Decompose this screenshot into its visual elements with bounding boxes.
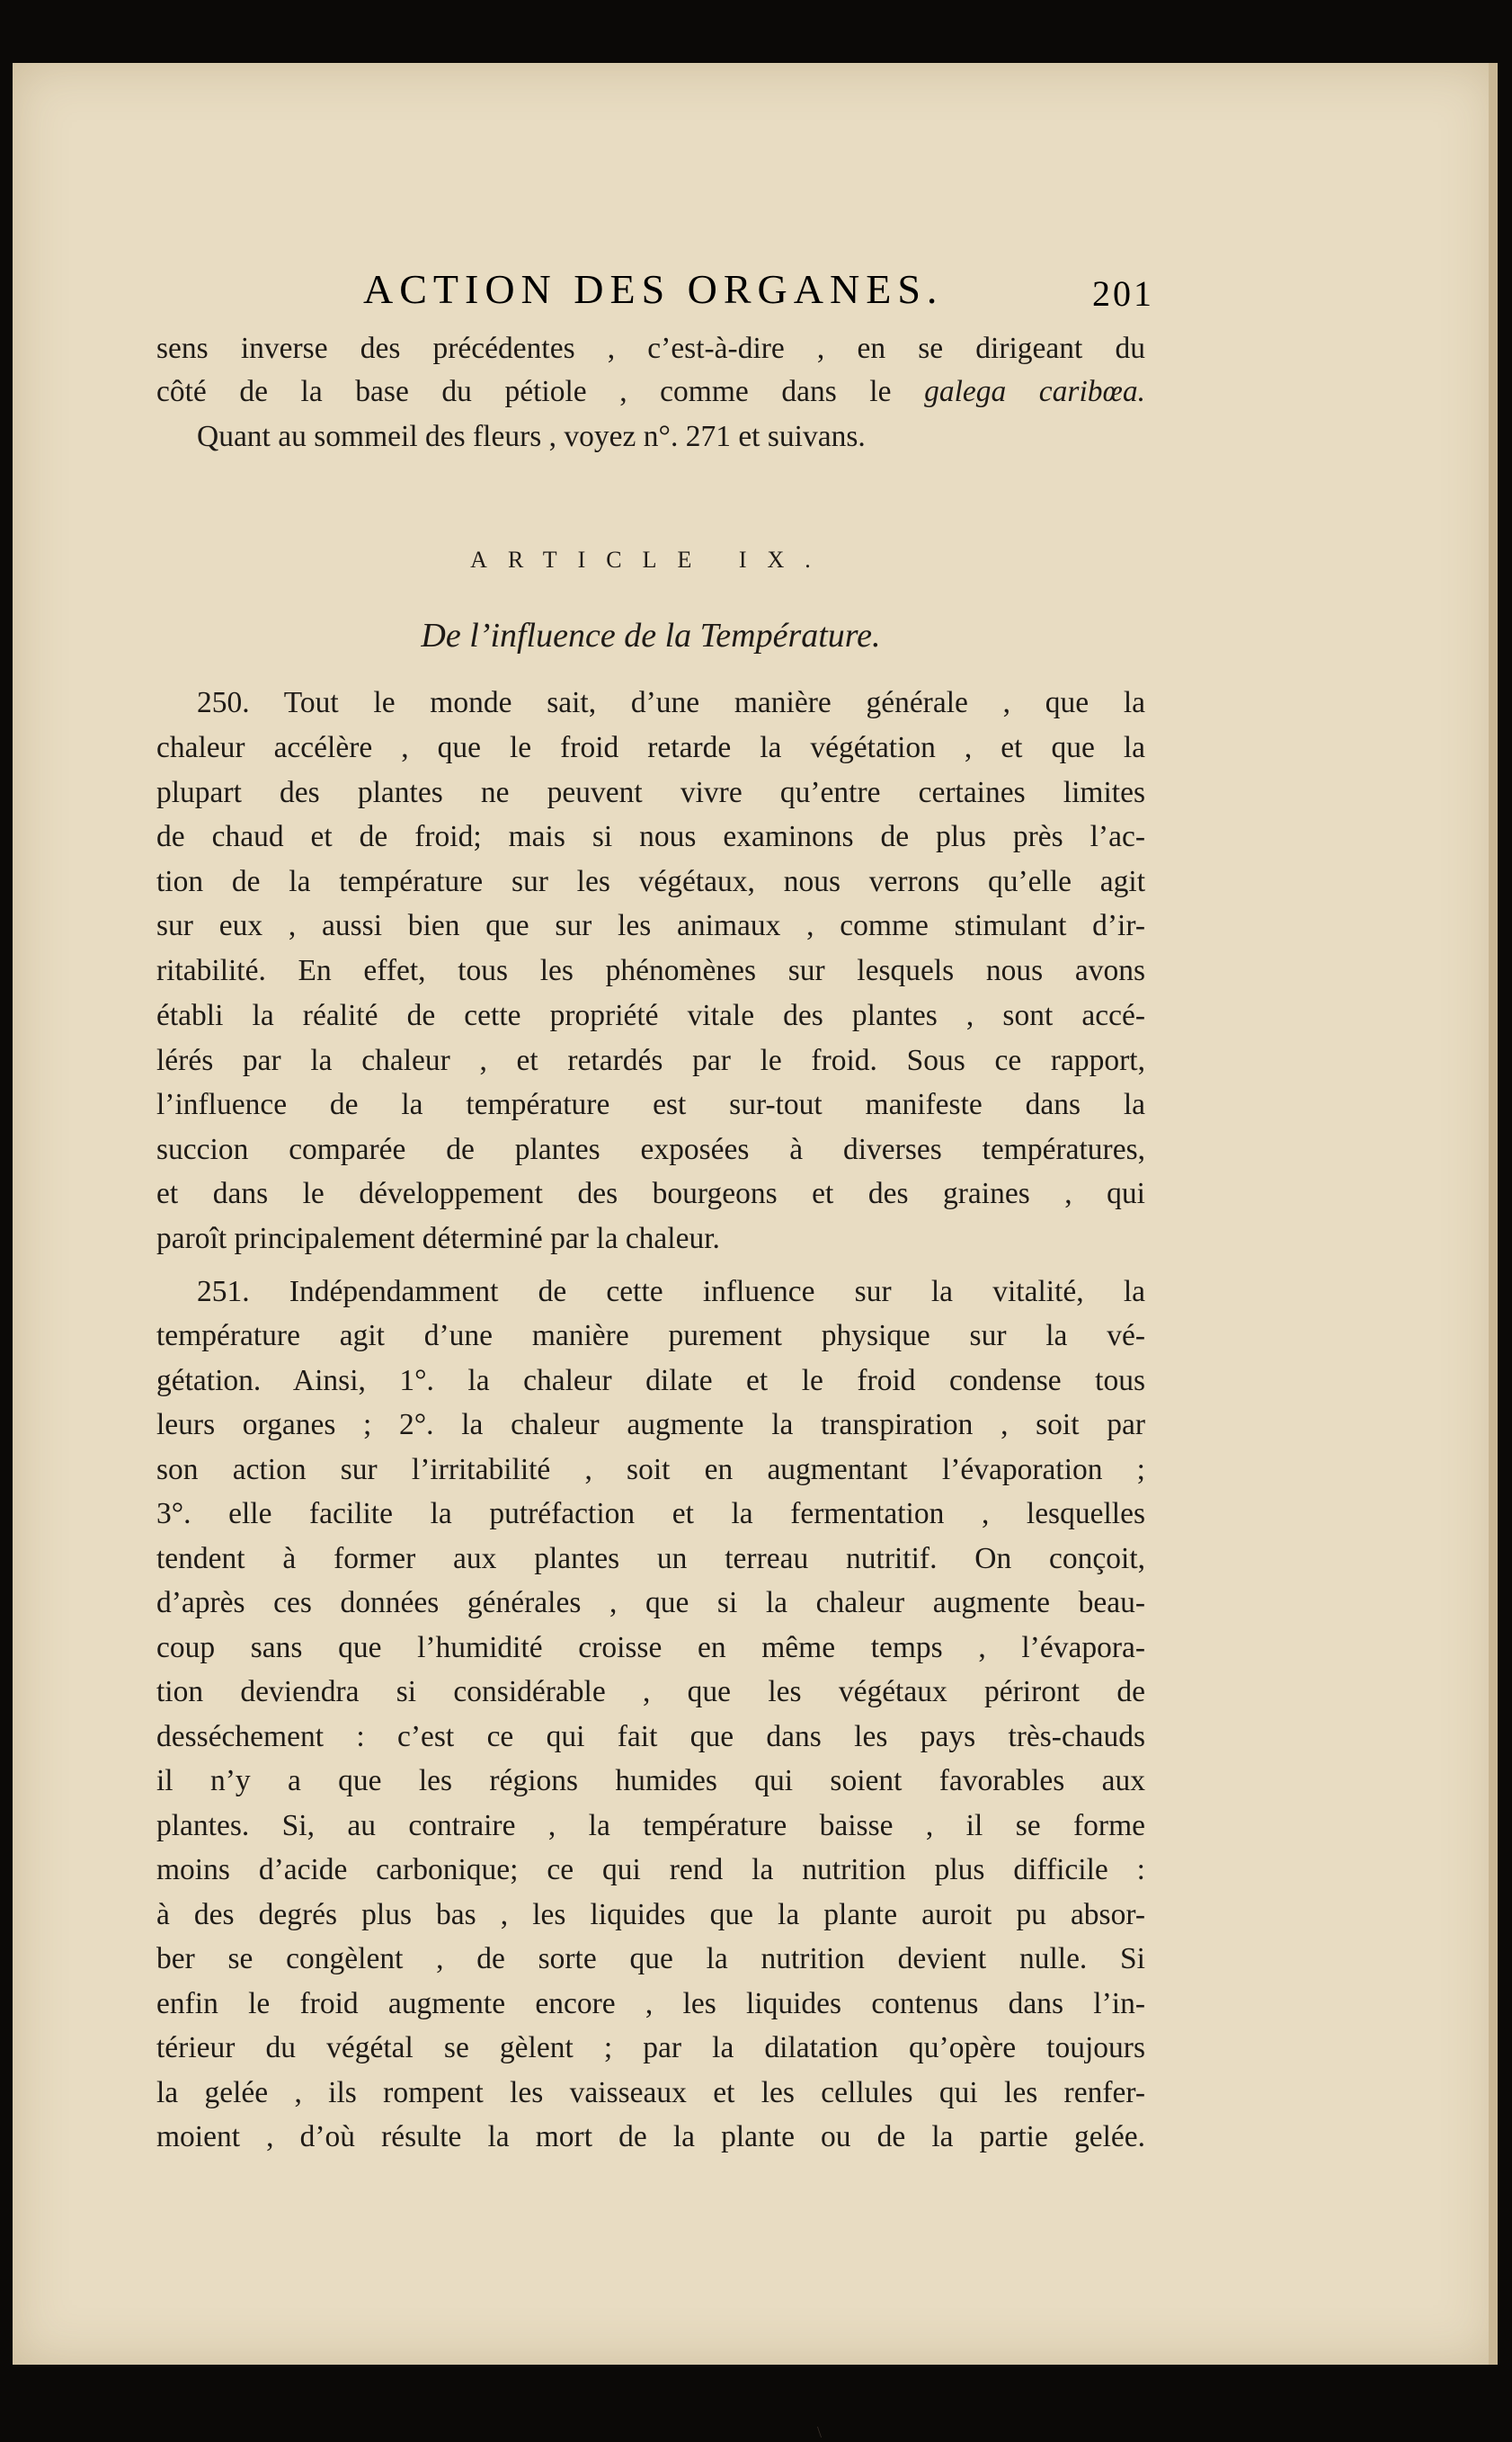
text-line: ritabilité. En effet, tous les phénomènes sur lesquels nous avons (156, 954, 1145, 987)
text-line: tion de la température sur les végétaux, nous verrons qu’elle agit (156, 865, 1145, 898)
text-line: desséchement : c’est ce qui fait que dans les pays très-chauds (156, 1720, 1145, 1753)
text-line: succion comparée de plantes exposées à diverses températures, (156, 1133, 1145, 1166)
text-line: son action sur l’irritabilité , soit en augmentant l’évaporation ; (156, 1453, 1145, 1486)
text-line: côté de la base du pétiole , comme dans le galega caribœa. (156, 375, 1145, 408)
page-number: 201 (1092, 273, 1154, 314)
text-line: tendent à former aux plantes un terreau nutritif. On conçoit, (156, 1542, 1145, 1575)
text-line: 250. Tout le monde sait, d’une manière générale , que la (197, 686, 1145, 719)
page-edge (1489, 63, 1498, 2365)
text-line: leurs organes ; 2°. la chaleur augmente la transpiration , soit par (156, 1408, 1145, 1441)
book-page (13, 63, 1498, 2441)
text-line: sens inverse des précédentes , c’est-à-dire , en se dirigeant du (156, 332, 1145, 365)
text-line: 251. Indépendamment de cette influence sur la vitalité, la (197, 1275, 1145, 1308)
text-line: lérés par la chaleur , et retardés par le froid. Sous ce rapport, (156, 1044, 1145, 1077)
text-line: et dans le développement des bourgeons et des graines , qui (156, 1177, 1145, 1210)
text-line: térieur du végétal se gèlent ; par la dilatation qu’opère toujours (156, 2031, 1145, 2064)
text-line: l’influence de la température est sur-tout manifeste dans la (156, 1088, 1145, 1121)
running-head (210, 265, 1154, 319)
text-line: établi la réalité de cette propriété vitale des plantes , sont accé- (156, 999, 1145, 1032)
text-line: de chaud et de froid; mais si nous examinons de plus près l’ac- (156, 820, 1145, 853)
text-line: plantes. Si, au contraire , la température baisse , il se forme (156, 1809, 1145, 1842)
text-line: moins d’acide carbonique; ce qui rend la nutrition plus difficile : (156, 1853, 1145, 1886)
text-line: tion deviendra si considérable , que les végétaux périront de (156, 1675, 1145, 1708)
text-line: gétation. Ainsi, 1°. la chaleur dilate et le froid condense tous (156, 1364, 1145, 1397)
text-line: chaleur accélère , que le froid retarde la végétation , et que la (156, 731, 1145, 764)
text-line: à des degrés plus bas , les liquides que la plante auroit pu absor- (156, 1898, 1145, 1931)
text-line: il n’y a que les régions humides qui soient favorables aux (156, 1764, 1145, 1797)
text-line: moient , d’où résulte la mort de la plante ou de la partie gelée. (156, 2120, 1145, 2153)
text-line: température agit d’une manière purement physique sur la vé- (156, 1319, 1145, 1352)
text-line: plupart des plantes ne peuvent vivre qu’entre certaines limites (156, 776, 1145, 809)
text-line: sur eux , aussi bien que sur les animaux , comme stimulant d’ir- (156, 909, 1145, 942)
text-line: 3°. elle facilite la putréfaction et la fermentation , lesquelles (156, 1497, 1145, 1530)
text-line: la gelée , ils rompent les vaisseaux et les cellules qui les renfer- (156, 2076, 1145, 2109)
section-heading: De l’influence de la Température. (421, 617, 881, 655)
text-line: d’après ces données générales , que si la chaleur augmente beau- (156, 1586, 1145, 1619)
text-line: coup sans que l’humidité croisse en même temps , l’évapora- (156, 1631, 1145, 1664)
text-line: ber se congèlent , de sorte que la nutrition devient nulle. Si (156, 1942, 1145, 1975)
printer-mark: \ (817, 2423, 823, 2441)
running-title: ACTION DES ORGANES. (363, 266, 944, 312)
text-line: Quant au sommeil des fleurs , voyez n°. 271 et suivans. (197, 420, 866, 453)
text-line: enfin le froid augmente encore , les liquides contenus dans l’in- (156, 1987, 1145, 2020)
article-heading: ARTICLE IX. (470, 547, 832, 573)
text-line: paroît principalement déterminé par la chaleur. (156, 1222, 720, 1255)
